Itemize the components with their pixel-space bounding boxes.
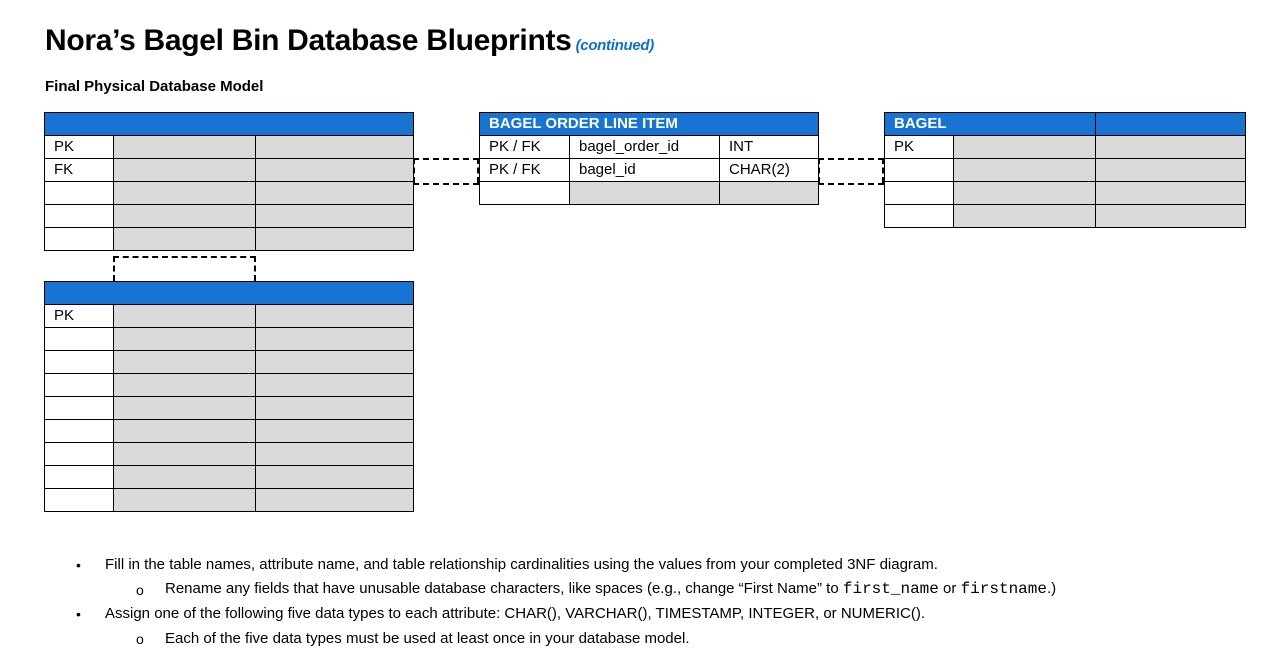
- bullet-icon: •: [76, 606, 81, 622]
- section-subtitle: Final Physical Database Model: [45, 78, 264, 95]
- entity-table-bottom-left: [44, 281, 414, 512]
- datatype-cell[interactable]: [256, 305, 414, 328]
- attribute-cell[interactable]: [114, 159, 256, 182]
- table-row: [480, 182, 819, 205]
- table-row: [45, 305, 414, 328]
- key-cell[interactable]: FK: [45, 159, 114, 182]
- key-cell[interactable]: PK: [45, 136, 114, 159]
- datatype-cell[interactable]: [1096, 159, 1246, 182]
- datatype-cell[interactable]: [256, 443, 414, 466]
- key-cell[interactable]: [45, 328, 114, 351]
- table-name-cell[interactable]: BAGEL ORDER LINE ITEM: [480, 113, 819, 136]
- table-row: [45, 374, 414, 397]
- code-example: firstname: [960, 580, 1047, 598]
- instruction-subitem: [165, 580, 1056, 598]
- attribute-cell[interactable]: [954, 205, 1096, 228]
- entity-table-bagel-order-line-item: [479, 112, 819, 205]
- table-name-cell[interactable]: BAGEL: [885, 113, 1096, 136]
- entity-table-bagel: [884, 112, 1246, 228]
- relationship-line-right-end: [882, 158, 884, 183]
- table-name-cell[interactable]: [45, 113, 414, 136]
- datatype-cell[interactable]: [256, 182, 414, 205]
- key-cell[interactable]: [45, 397, 114, 420]
- key-cell[interactable]: [885, 205, 954, 228]
- table-row: [45, 466, 414, 489]
- attribute-cell[interactable]: [114, 374, 256, 397]
- key-cell[interactable]: [45, 205, 114, 228]
- key-cell[interactable]: [885, 182, 954, 205]
- title-continued-note: (continued): [575, 37, 654, 54]
- relationship-line-top[interactable]: [413, 158, 479, 160]
- datatype-cell[interactable]: [1096, 136, 1246, 159]
- instruction-text: or: [938, 580, 961, 597]
- relationship-line-left-end: [818, 158, 820, 183]
- attribute-cell[interactable]: [954, 182, 1096, 205]
- table-row: [45, 182, 414, 205]
- attribute-cell[interactable]: [114, 489, 256, 512]
- attribute-cell[interactable]: [114, 351, 256, 374]
- key-cell[interactable]: [45, 182, 114, 205]
- attribute-cell[interactable]: [114, 205, 256, 228]
- datatype-cell[interactable]: [256, 489, 414, 512]
- relationship-line-right-end: [254, 256, 256, 281]
- datatype-cell[interactable]: [256, 466, 414, 489]
- table-row: [45, 136, 414, 159]
- datatype-cell[interactable]: CHAR(2): [720, 159, 819, 182]
- key-cell[interactable]: [480, 182, 570, 205]
- key-cell[interactable]: PK / FK: [480, 136, 570, 159]
- table-row: [480, 136, 819, 159]
- datatype-cell[interactable]: [256, 136, 414, 159]
- instruction-text: Rename any fields that have unusable database characters, like spaces (e.g., change “First Name” to: [165, 580, 843, 597]
- relationship-line-bottom[interactable]: [818, 183, 884, 185]
- key-cell[interactable]: PK: [885, 136, 954, 159]
- table-row: [45, 159, 414, 182]
- code-example: first_name: [842, 580, 939, 598]
- attribute-cell[interactable]: [114, 397, 256, 420]
- table-header-spare-cell: [1096, 113, 1246, 136]
- table-name-cell[interactable]: [45, 282, 414, 305]
- datatype-cell[interactable]: [256, 351, 414, 374]
- relationship-line-right-end: [477, 158, 479, 183]
- table-row: [45, 443, 414, 466]
- page-title-text: Nora’s Bagel Bin Database Blueprints: [45, 24, 572, 57]
- table-row: [45, 328, 414, 351]
- key-cell[interactable]: [45, 420, 114, 443]
- table-row: [45, 420, 414, 443]
- attribute-cell[interactable]: [570, 182, 720, 205]
- attribute-cell[interactable]: [114, 136, 256, 159]
- table-row: [45, 489, 414, 512]
- datatype-cell[interactable]: INT: [720, 136, 819, 159]
- relationship-line-left-end: [113, 256, 115, 281]
- instruction-subitem: Each of the five data types must be used at least once in your database model.: [165, 630, 690, 647]
- key-cell[interactable]: PK / FK: [480, 159, 570, 182]
- datatype-cell[interactable]: [256, 159, 414, 182]
- key-cell[interactable]: PK: [45, 305, 114, 328]
- page-title: [45, 24, 654, 58]
- table-row: [885, 159, 1246, 182]
- table-row: [45, 397, 414, 420]
- relationship-line-top[interactable]: [818, 158, 884, 160]
- attribute-cell[interactable]: bagel_order_id: [570, 136, 720, 159]
- attribute-cell[interactable]: [954, 159, 1096, 182]
- datatype-cell[interactable]: [256, 228, 414, 251]
- attribute-cell[interactable]: bagel_id: [570, 159, 720, 182]
- table-row: [480, 159, 819, 182]
- attribute-cell[interactable]: [114, 228, 256, 251]
- sub-bullet-icon: o: [136, 582, 144, 598]
- datatype-cell[interactable]: [1096, 182, 1246, 205]
- relationship-line-bottom[interactable]: [413, 183, 479, 185]
- key-cell[interactable]: [45, 228, 114, 251]
- datatype-cell[interactable]: [256, 397, 414, 420]
- datatype-cell[interactable]: [256, 374, 414, 397]
- table-row: [885, 136, 1246, 159]
- datatype-cell[interactable]: [720, 182, 819, 205]
- attribute-cell[interactable]: [114, 420, 256, 443]
- key-cell[interactable]: [885, 159, 954, 182]
- table-row: [45, 228, 414, 251]
- table-row: [885, 205, 1246, 228]
- key-cell[interactable]: [45, 351, 114, 374]
- instruction-item: Fill in the table names, attribute name, and table relationship cardinalities using the values from your completed 3NF diagram.: [105, 556, 938, 573]
- attribute-cell[interactable]: [114, 466, 256, 489]
- sub-bullet-icon: o: [136, 631, 144, 647]
- table-row: [45, 205, 414, 228]
- entity-table-top-left: [44, 112, 414, 251]
- key-cell[interactable]: [45, 443, 114, 466]
- datatype-cell[interactable]: [256, 328, 414, 351]
- attribute-cell[interactable]: [114, 182, 256, 205]
- datatype-cell[interactable]: [256, 205, 414, 228]
- relationship-line-vertical-link[interactable]: [113, 256, 256, 258]
- attribute-cell[interactable]: [114, 305, 256, 328]
- instruction-item: Assign one of the following five data types to each attribute: CHAR(), VARCHAR(), TIMESTAMP, INTEGER, or NUMERIC().: [105, 605, 925, 622]
- table-row: [45, 351, 414, 374]
- table-row: [885, 182, 1246, 205]
- datatype-cell[interactable]: [1096, 205, 1246, 228]
- instruction-text: .): [1046, 580, 1057, 597]
- relationship-line-left-end: [413, 158, 415, 183]
- key-cell[interactable]: [45, 466, 114, 489]
- key-cell[interactable]: [45, 489, 114, 512]
- bullet-icon: •: [76, 557, 81, 573]
- attribute-cell[interactable]: [114, 443, 256, 466]
- attribute-cell[interactable]: [954, 136, 1096, 159]
- datatype-cell[interactable]: [256, 420, 414, 443]
- key-cell[interactable]: [45, 374, 114, 397]
- attribute-cell[interactable]: [114, 328, 256, 351]
